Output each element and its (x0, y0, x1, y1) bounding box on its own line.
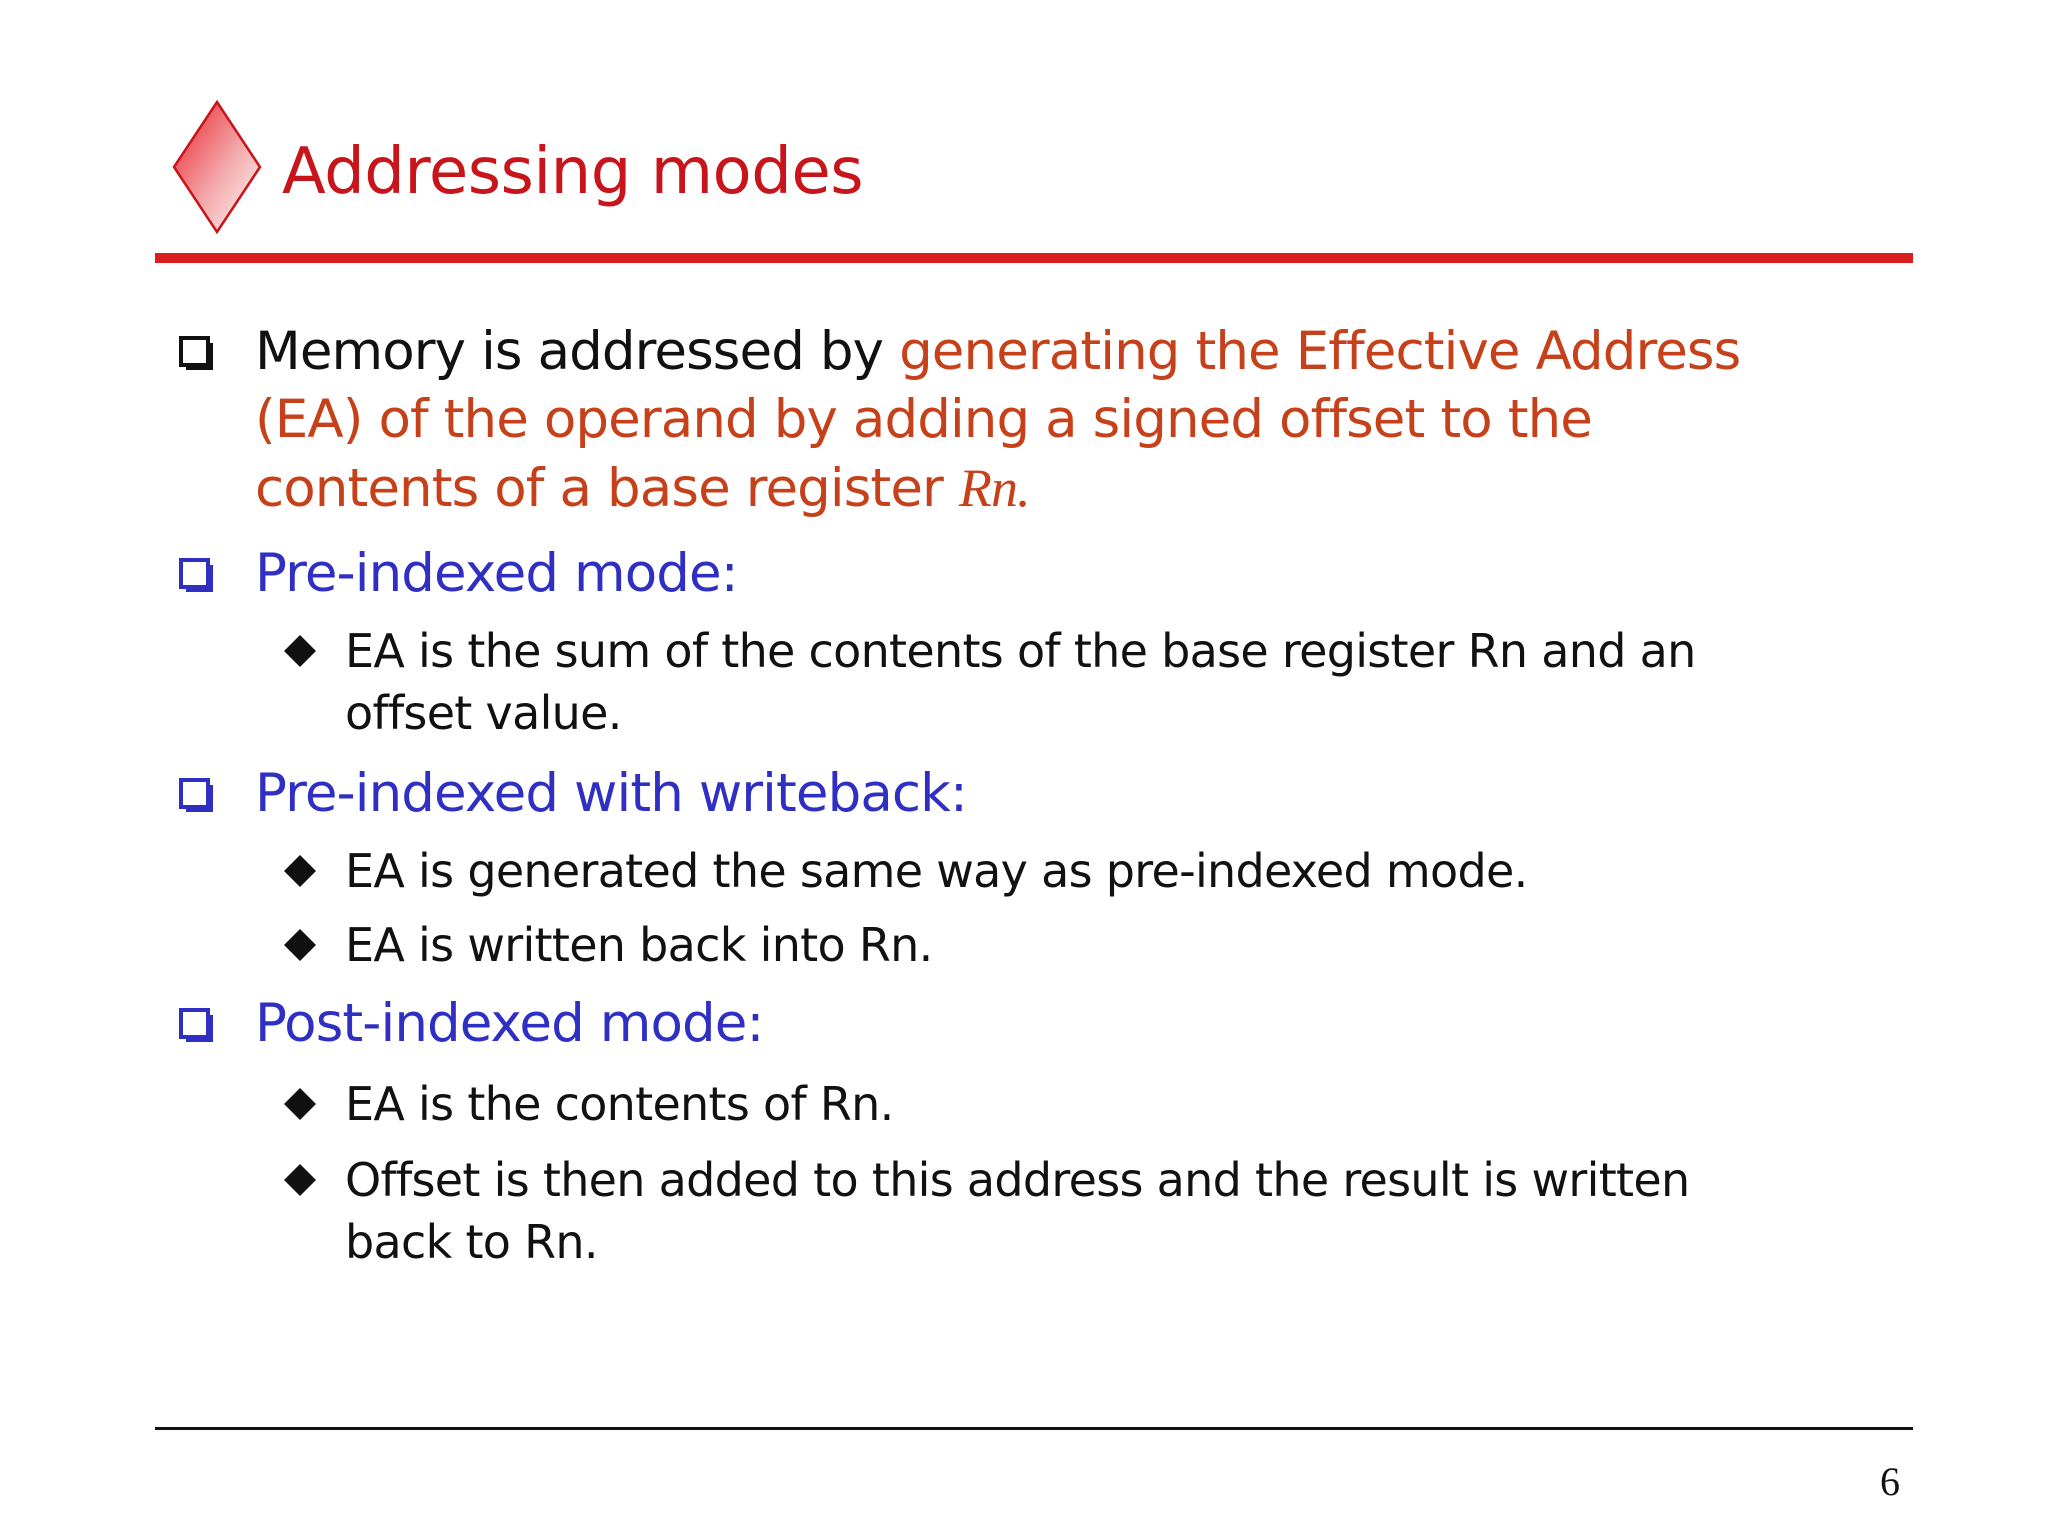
register-rn: Rn (958, 458, 1018, 518)
checkbox-bullet-icon (178, 777, 214, 813)
sub-bullet-post-indexed-1 (283, 1073, 1903, 1135)
post-indexed-point-2-line-2: back to Rn. (345, 1215, 598, 1269)
memory-line-3 (255, 454, 1898, 523)
page-number: 6 (1880, 1459, 1900, 1504)
title-divider (155, 253, 1913, 263)
checkbox-bullet-icon (178, 1007, 214, 1043)
writeback-point-1: EA is generated the same way as pre-indexed mode. (345, 844, 1528, 898)
bullet-pre-indexed (178, 540, 1898, 608)
sub-bullet-writeback-1 (283, 840, 1903, 902)
slide-title: Addressing modes (282, 135, 864, 209)
bullet-post-indexed (178, 990, 1898, 1058)
diamond-bullet-icon (283, 928, 317, 962)
memory-line-1 (255, 318, 1898, 386)
sub-bullet-writeback-2 (283, 914, 1903, 976)
pre-indexed-writeback-heading: Pre-indexed with writeback: (255, 763, 967, 824)
post-indexed-point-1: EA is the contents of Rn. (345, 1077, 894, 1131)
diamond-bullet-icon (283, 634, 317, 668)
diamond-bullet-icon (283, 854, 317, 888)
footer-divider (155, 1427, 1913, 1430)
memory-lead: Memory is addressed by (255, 321, 900, 382)
red-diamond-icon (172, 100, 262, 234)
checkbox-bullet-icon (178, 335, 214, 371)
memory-line-2: (EA) of the operand by adding a signed offset to the (255, 389, 1592, 450)
checkbox-bullet-icon (178, 557, 214, 593)
pre-indexed-point-1-line-2: offset value. (345, 686, 622, 740)
pre-indexed-point-1-line-1: EA is the sum of the contents of the base register Rn and an (345, 624, 1696, 678)
diamond-bullet-icon (283, 1163, 317, 1197)
post-indexed-heading: Post-indexed mode: (255, 993, 764, 1054)
sub-bullet-pre-indexed-1 (283, 620, 1903, 744)
pre-indexed-heading: Pre-indexed mode: (255, 543, 738, 604)
sub-bullet-post-indexed-2 (283, 1149, 1903, 1273)
memory-highlight-3: contents of a base register (255, 458, 959, 519)
memory-highlight-1: generating the Effective Address (899, 321, 1741, 382)
bullet-memory (178, 318, 1898, 523)
bullet-pre-indexed-writeback (178, 760, 1898, 828)
writeback-point-2: EA is written back into Rn. (345, 918, 933, 972)
diamond-bullet-icon (283, 1087, 317, 1121)
post-indexed-point-2-line-1: Offset is then added to this address and the result is written (345, 1153, 1690, 1207)
memory-end: . (1017, 458, 1030, 518)
